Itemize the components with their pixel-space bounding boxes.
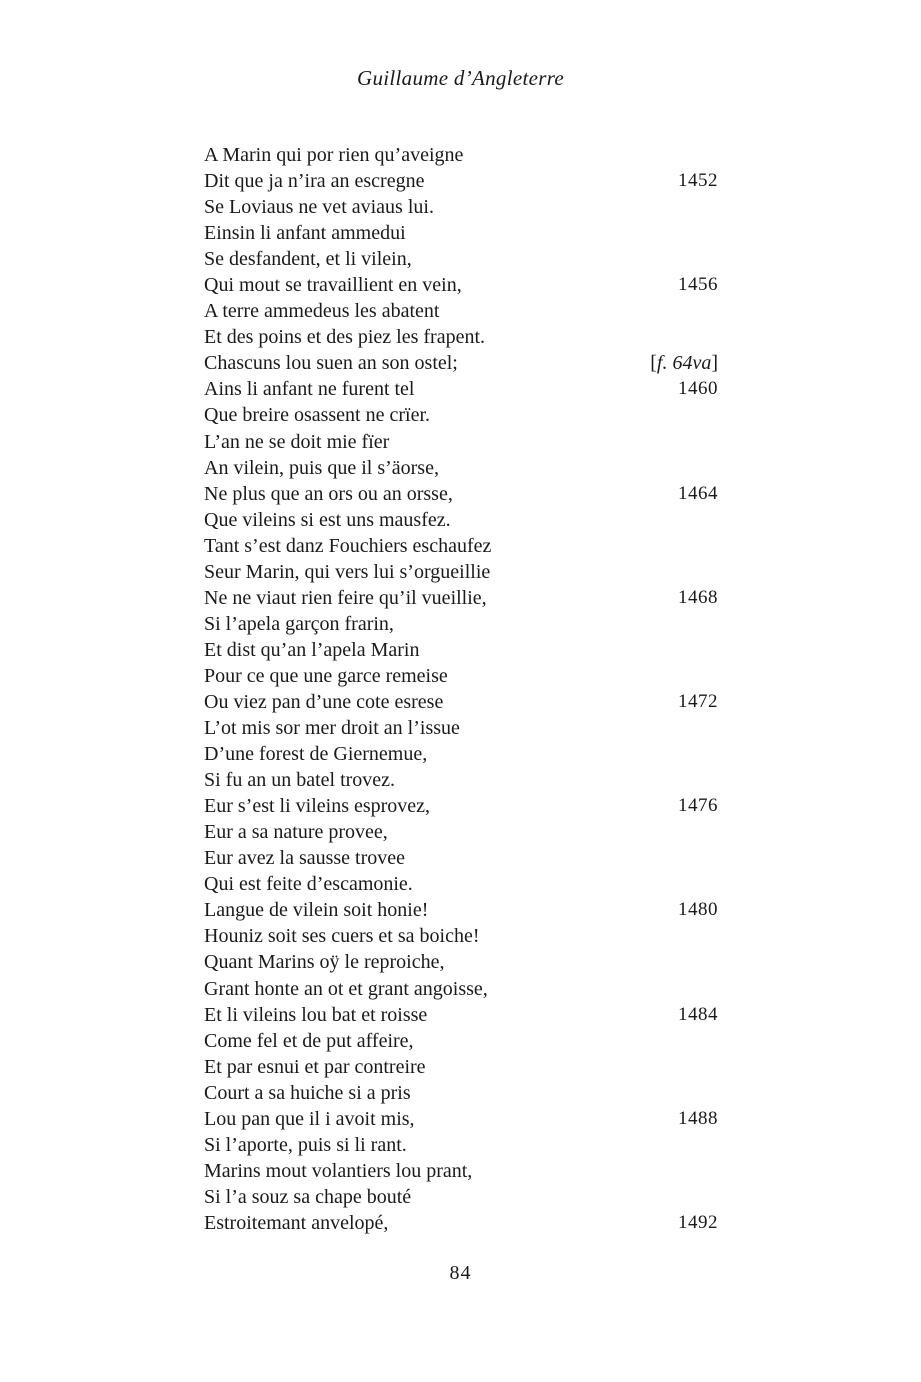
verse-text: Quant Marins oÿ le reproiche, <box>204 951 445 974</box>
verse-text: Que breire osassent ne crïer. <box>204 404 431 427</box>
line-number: 1456 <box>678 274 718 296</box>
verse-line <box>204 949 718 975</box>
verse-line <box>204 481 718 507</box>
verse-text: Si l’aporte, puis si li rant. <box>204 1133 407 1156</box>
verse-text: Se desfandent, et li vilein, <box>204 248 412 271</box>
folio-label: f. 64va <box>656 352 712 375</box>
verse-line <box>204 507 718 533</box>
verse-text: Langue de vilein soit honie! <box>204 899 429 922</box>
verse-text: Court a sa huiche si a pris <box>204 1081 411 1104</box>
verse-text: L’ot mis sor mer droit an l’issue <box>204 717 460 740</box>
verse-line <box>204 298 718 324</box>
verse-text: Dit que ja n’ira an escregne <box>204 170 425 193</box>
verse-text: Si fu an un batel trovez. <box>204 769 396 792</box>
verse-text: Ne ne viaut rien feire qu’il vueillie, <box>204 586 487 609</box>
verse-line <box>204 272 718 298</box>
verse-text: Qui est feite d’escamonie. <box>204 873 413 896</box>
verse-text: Qui mout se travaillient en vein, <box>204 274 462 297</box>
verse-line <box>204 168 718 194</box>
verse-line <box>204 819 718 845</box>
verse-list <box>204 142 718 1236</box>
line-number: 1468 <box>678 586 718 608</box>
line-number: 1464 <box>678 482 718 504</box>
folio-reference <box>650 350 718 376</box>
verse-line <box>204 533 718 559</box>
verse-line <box>204 1028 718 1054</box>
verse-text: Seur Marin, qui vers lui s’orgueillie <box>204 560 491 583</box>
verse-text: Ou viez pan d’une cote esrese <box>204 690 444 713</box>
verse-line <box>204 897 718 923</box>
line-number: 1472 <box>678 690 718 712</box>
verse-text: Grant honte an ot et grant angoisse, <box>204 977 488 1000</box>
verse-text: Et dist qu’an l’apela Marin <box>204 638 420 661</box>
verse-text: Tant s’est danz Fouchiers eschaufez <box>204 534 492 557</box>
verse-line <box>204 1002 718 1028</box>
verse-line <box>204 585 718 611</box>
verse-text: Et par esnui et par contreire <box>204 1055 426 1078</box>
verse-text: Eur a sa nature provee, <box>204 821 388 844</box>
verse-text: Come fel et de put affeire, <box>204 1029 414 1052</box>
verse-line <box>204 559 718 585</box>
verse-line <box>204 767 718 793</box>
verse-line <box>204 1106 718 1132</box>
verse-line <box>204 142 718 168</box>
verse-line <box>204 246 718 272</box>
verse-text: Estroitemant anvelopé, <box>204 1211 389 1234</box>
verse-line <box>204 220 718 246</box>
verse-line <box>204 1184 718 1210</box>
verse-line <box>204 715 718 741</box>
verse-text: An vilein, puis que il s’äorse, <box>204 456 439 479</box>
verse-text: Et des poins et des piez les frapent. <box>204 326 486 349</box>
verse-line <box>204 350 718 376</box>
verse-line <box>204 663 718 689</box>
verse-text: Si l’a souz sa chape bouté <box>204 1185 412 1208</box>
verse-text: Lou pan que il i avoit mis, <box>204 1107 415 1130</box>
verse-line <box>204 1158 718 1184</box>
line-number: 1452 <box>678 170 718 192</box>
verse-text: Eur avez la sausse trovee <box>204 847 406 870</box>
verse-text: Houniz soit ses cuers et sa boiche! <box>204 925 480 948</box>
running-head: Guillaume d’Angleterre <box>356 66 565 90</box>
verse-text: Pour ce que une garce remeise <box>204 664 448 687</box>
verse-line <box>204 689 718 715</box>
verse-line <box>204 793 718 819</box>
verse-text: Ains li anfant ne furent tel <box>204 378 415 401</box>
verse-line <box>204 845 718 871</box>
verse-line <box>204 741 718 767</box>
verse-text: Que vileins si est uns mausfez. <box>204 508 451 531</box>
verse-line <box>204 923 718 949</box>
verse-line <box>204 637 718 663</box>
verse-line <box>204 455 718 481</box>
verse-line <box>204 1054 718 1080</box>
line-number: 1476 <box>678 795 718 817</box>
verse-line <box>204 1080 718 1106</box>
verse-line <box>204 324 718 350</box>
verse-line <box>204 194 718 220</box>
verse-text: Marins mout volantiers lou prant, <box>204 1159 473 1182</box>
line-number: 1492 <box>678 1211 718 1233</box>
verse-text: L’an ne se doit mie fïer <box>204 430 390 453</box>
line-number: 1460 <box>678 378 718 400</box>
verse-text: Eur s’est li vileins esprovez, <box>204 795 431 818</box>
verse-line <box>204 1132 718 1158</box>
verse-line <box>204 429 718 455</box>
folio-bracket-open: [ <box>650 352 657 375</box>
line-number: 1484 <box>678 1003 718 1025</box>
verse-line <box>204 611 718 637</box>
verse-text: A terre ammedeus les abatent <box>204 300 440 323</box>
verse-line <box>204 1210 718 1236</box>
line-number: 1488 <box>678 1107 718 1129</box>
verse-line <box>204 976 718 1002</box>
verse-text: D’une forest de Giernemue, <box>204 743 428 766</box>
verse-text: Et li vileins lou bat et roisse <box>204 1003 428 1026</box>
verse-line <box>204 376 718 402</box>
verse-text: Si l’apela garçon frarin, <box>204 612 394 635</box>
verse-line <box>204 402 718 428</box>
line-number: 1480 <box>678 899 718 921</box>
folio-bracket-close: ] <box>711 352 718 375</box>
verse-text: A Marin qui por rien qu’aveigne <box>204 144 464 166</box>
verse-text: Einsin li anfant ammedui <box>204 222 406 245</box>
verse-text: Chascuns lou suen an son ostel; <box>204 352 458 375</box>
verse-line <box>204 871 718 897</box>
verse-text: Ne plus que an ors ou an orsse, <box>204 482 453 505</box>
page-number: 84 <box>449 1262 472 1284</box>
verse-text: Se Loviaus ne vet aviaus lui. <box>204 196 434 219</box>
